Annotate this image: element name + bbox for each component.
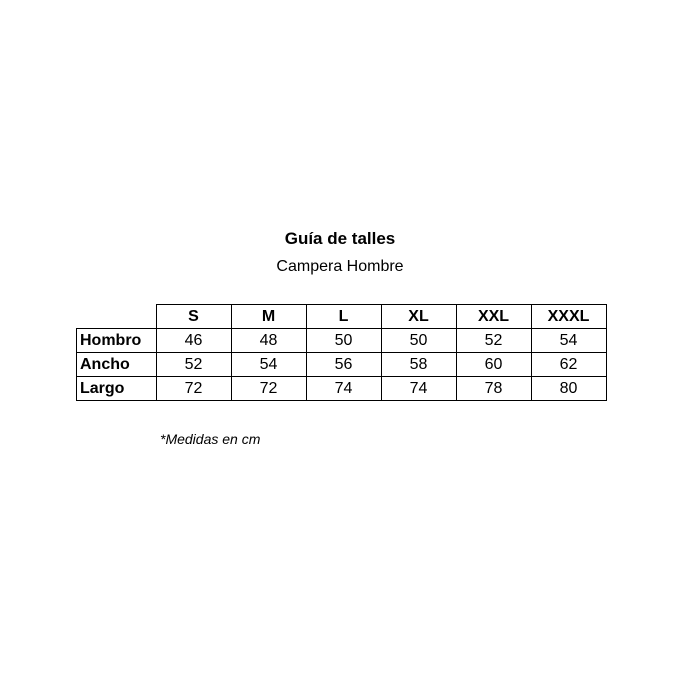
size-chart-table [76, 304, 607, 401]
table-cell: 78 [456, 377, 531, 401]
table-cell: 60 [456, 353, 531, 377]
header-row [77, 305, 607, 329]
row-label-hombro: Hombro [77, 329, 157, 353]
table-cell: 62 [531, 353, 606, 377]
page-subtitle: Campera Hombre [276, 258, 404, 275]
table-cell: 48 [231, 329, 306, 353]
page-title: Guía de talles [284, 229, 396, 248]
table-cell: 56 [306, 353, 381, 377]
table-cell: 50 [306, 329, 381, 353]
table-cell: 74 [381, 377, 456, 401]
table-cell: 72 [156, 377, 231, 401]
table-cell: 52 [456, 329, 531, 353]
table-cell: 58 [381, 353, 456, 377]
corner-cell [77, 305, 157, 329]
table-cell: 74 [306, 377, 381, 401]
table-cell: 54 [231, 353, 306, 377]
row-label-largo: Largo [77, 377, 157, 401]
table-cell: 54 [531, 329, 606, 353]
row-label-ancho: Ancho [77, 353, 157, 377]
table-cell: 50 [381, 329, 456, 353]
column-header-s: S [156, 305, 231, 329]
column-header-xxl: XXL [456, 305, 531, 329]
table-row [77, 377, 607, 401]
column-header-xl: XL [381, 305, 456, 329]
table-row [77, 329, 607, 353]
table-cell: 72 [231, 377, 306, 401]
units-note: *Medidas en cm [160, 431, 261, 447]
column-header-xxxl: XXXL [531, 305, 606, 329]
table-cell: 52 [156, 353, 231, 377]
column-header-l: L [306, 305, 381, 329]
table-row [77, 353, 607, 377]
table-cell: 80 [531, 377, 606, 401]
table-cell: 46 [156, 329, 231, 353]
column-header-m: M [231, 305, 306, 329]
